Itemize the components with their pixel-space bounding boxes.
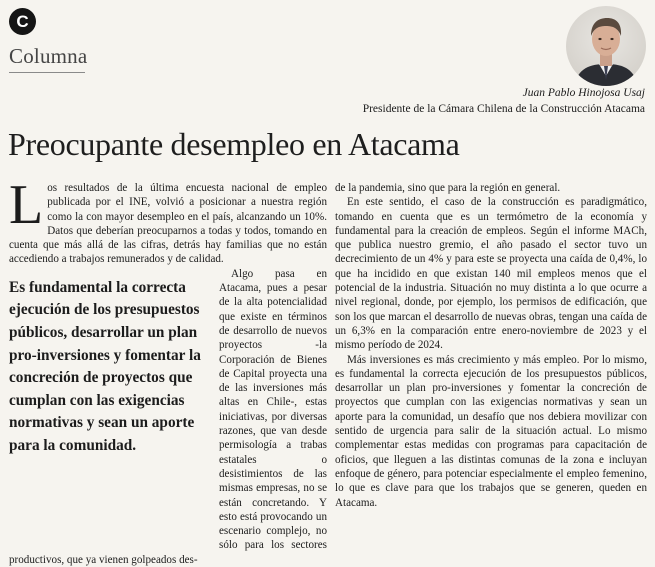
article-column-1: [9, 174, 327, 567]
pullquote-box: [9, 277, 219, 550]
pullquote: Es fundamental la correcta ejecución de los presupuestos públicos, desarrollar un plan pro-inversiones y fomentar la concreción de proyectos que cumplan con las exigencias normativas y sean un aporte para la comunidad.: [9, 278, 201, 454]
author-portrait-illustration: [566, 6, 646, 86]
article-column-2: [335, 181, 647, 510]
paragraph-2: Algo pasa en Atacama, pues a pesar de la alta potencialidad que existe en términos de desarrollo de nuevos proyectos -la Corporación de Bienes de Capital proyecta una de las inversiones más altas en Chile-, estas iniciativas, por diversas razones, que van desde permisología a trabas estatales o desistimientos de las mismas empresas, no se están concretando. Y esto está provocando un escenario complejo, no sólo para los sectores productivos, que ya vienen golpeados des-: [9, 267, 327, 566]
paragraph-4: En este sentido, el caso de la construcción es paradigmático, tomando en cuenta que es un termómetro de la economía y fundamental para la creación de empleos. Según el informe MACh, que publica nuestro gremio, el año pasado el sector tuvo un decrecimiento de un 4% y para este se proyecta una caída de 0,4%, lo que ha incidido en que existan 140 mil empleos menos que el potencial de la industria. Situación no muy distinta a lo que ocurre a nivel regional, donde, por ejemplo, los permisos de edificación, que son los que marcan el desarrollo de nuevas obras, tengan una caída de un 6,3% en la comparación entre enero-noviembre de 2023 y el mismo período de 2024.: [335, 196, 647, 352]
author-photo: [566, 6, 646, 86]
column-badge: C: [9, 8, 36, 35]
author-name: Juan Pablo Hinojosa Usaj: [522, 87, 645, 99]
section-divider: [9, 72, 85, 73]
headline: Preocupante desempleo en Atacama: [8, 126, 460, 162]
paragraph-5: Más inversiones es más crecimiento y más empleo. Por lo mismo, es fundamental la correcta ejecución de los presupuestos públicos, desarrollar un plan pro-inversiones y fomentar la concreción de proyectos que cumplan con las exigencias normativas y sean un aporte para la comunidad, un desafío que nos debiera movilizar con sentido de urgencia para salir de la situación actual. Lo mismo complementar estas medidas con programas para capacitación de oficios, que lleguen a las distintas comunas de la zona e incluyan enfoque de género, para potenciar especialmente el empleo femenino, lo que es clave para que los trabajos que se generen, queden en Atacama.: [335, 353, 647, 509]
paragraph-3: de la pandemia, sino que para la región en general.: [335, 182, 561, 194]
drop-cap: L: [9, 174, 44, 236]
author-role: Presidente de la Cámara Chilena de la Construcción Atacama: [362, 103, 645, 115]
section-label: Columna: [9, 44, 88, 68]
paragraph-1: [9, 174, 327, 267]
paragraph-1-text: os resultados de la última encuesta nacional de empleo publicada por el INE, volvió a posicionar a nuestra región como la con mayor desempleo en el país, alcanzando un 10%. Datos que deberían preocuparnos a todas y todos, tomando en cuenta que más allá de las cifras, detrás hay familias que no están accediendo a trabajos remunerados y de calidad.: [9, 182, 327, 266]
